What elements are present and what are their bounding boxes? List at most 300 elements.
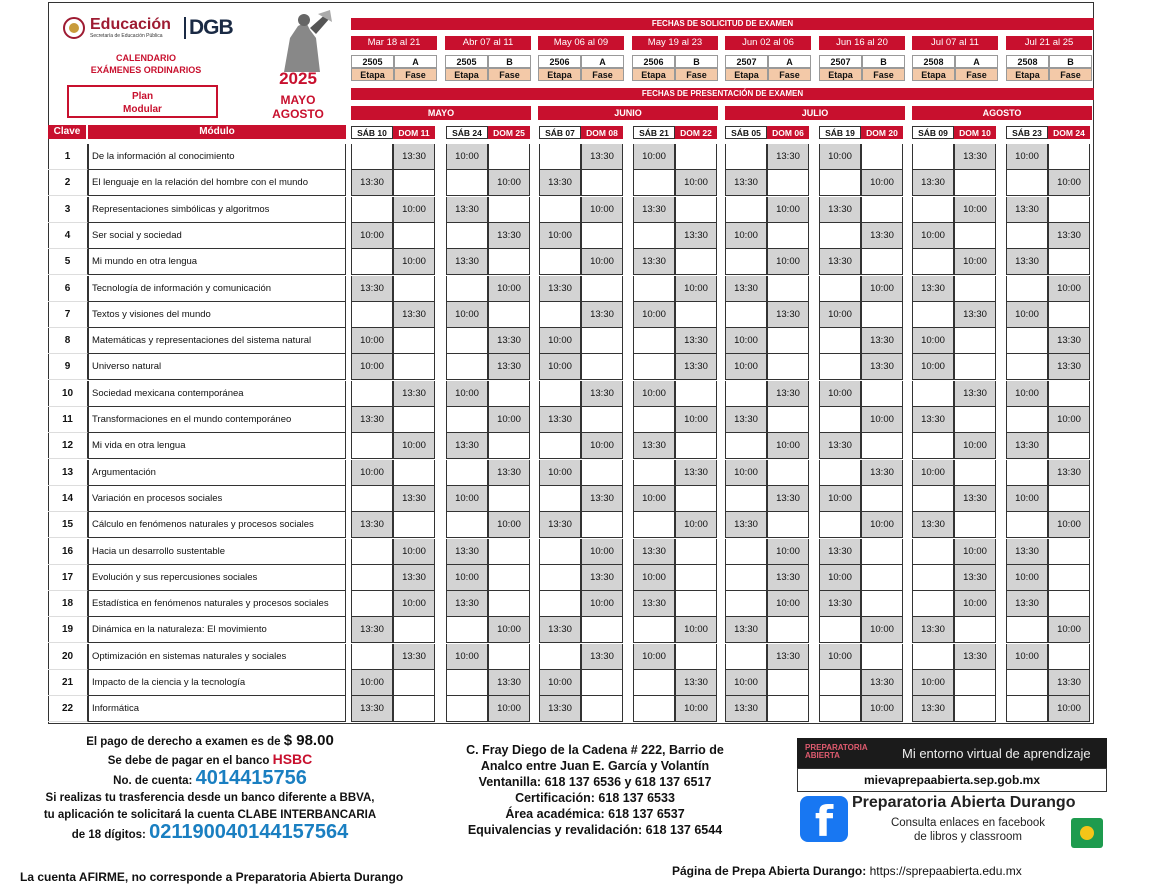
time-cell (912, 249, 954, 275)
modulo-cell: Ser social y sociedad (88, 223, 346, 249)
time-cell: 13:30 (954, 302, 996, 328)
table-row (48, 249, 1094, 275)
modulo-cell: Mi vida en otra lengua (88, 433, 346, 459)
time-cell (1048, 539, 1090, 565)
time-cell: 10:00 (954, 197, 996, 223)
time-cell: 13:30 (725, 276, 767, 302)
clave-cell: 6 (48, 276, 88, 302)
fase-value: B (675, 55, 718, 68)
prepa-brand (805, 744, 868, 760)
etapa-value: 2506 (632, 55, 675, 68)
time-cell: 13:30 (633, 591, 675, 617)
time-cell (675, 539, 717, 565)
time-cell (725, 433, 767, 459)
modulo-cell: Informática (88, 696, 346, 722)
time-cell: 10:00 (446, 302, 488, 328)
phone-ventanilla: Ventanilla: 618 137 6536 y 618 137 6517 (478, 775, 712, 789)
day-header: SÁB 24 (446, 126, 488, 139)
time-cell (633, 354, 675, 380)
day-header: SÁB 19 (819, 126, 861, 139)
time-cell (767, 223, 809, 249)
time-cell (581, 696, 623, 722)
time-cell (861, 302, 903, 328)
time-cell (819, 328, 861, 354)
etapa-value: 2508 (1006, 55, 1049, 68)
time-cell (912, 381, 954, 407)
time-cell: 13:30 (539, 696, 581, 722)
time-cell: 13:30 (581, 565, 623, 591)
time-cell (488, 433, 530, 459)
time-cell: 13:30 (912, 407, 954, 433)
time-cell (767, 460, 809, 486)
time-cell (539, 302, 581, 328)
time-cell: 13:30 (633, 249, 675, 275)
time-cell (819, 407, 861, 433)
etapa-label: Etapa (538, 68, 581, 81)
time-cell (767, 328, 809, 354)
time-cell: 10:00 (725, 670, 767, 696)
time-cell: 10:00 (488, 407, 530, 433)
time-cell (446, 460, 488, 486)
time-cell: 10:00 (633, 565, 675, 591)
modulo-cell: Dinámica en la naturaleza: El movimiento (88, 617, 346, 643)
time-cell (539, 144, 581, 170)
day-header: DOM 10 (954, 126, 996, 139)
time-cell: 10:00 (446, 144, 488, 170)
time-cell (446, 407, 488, 433)
table-row (48, 512, 1094, 538)
brand-line-1: PREPARATORIA (805, 743, 868, 752)
etapa-label: Etapa (912, 68, 955, 81)
modulo-cell: Transformaciones en el mundo contemporáneo (88, 407, 346, 433)
modulo-cell: Cálculo en fenómenos naturales y procesos sociales (88, 512, 346, 538)
time-cell (351, 249, 393, 275)
month-header: AGOSTO (912, 106, 1092, 120)
brand-line-2: ABIERTA (805, 751, 840, 760)
etapa-value: 2507 (725, 55, 768, 68)
table-row (48, 407, 1094, 433)
time-cell: 13:30 (725, 407, 767, 433)
month-range-start: MAYO (280, 93, 316, 107)
fase-value: A (955, 55, 998, 68)
time-cell (1006, 354, 1048, 380)
time-cell (446, 223, 488, 249)
time-cell (912, 433, 954, 459)
time-cell (393, 354, 435, 380)
time-cell (351, 644, 393, 670)
time-cell: 10:00 (954, 433, 996, 459)
time-cell (861, 144, 903, 170)
time-cell (767, 276, 809, 302)
time-cell (488, 486, 530, 512)
time-cell: 10:00 (954, 591, 996, 617)
time-cell (446, 354, 488, 380)
clave-cell: 3 (48, 197, 88, 223)
time-cell: 13:30 (767, 302, 809, 328)
fase-value: B (1049, 55, 1092, 68)
time-cell: 13:30 (767, 486, 809, 512)
time-cell: 13:30 (488, 354, 530, 380)
time-cell: 13:30 (1048, 670, 1090, 696)
time-cell: 10:00 (581, 591, 623, 617)
calendar-title-line: CALENDARIO (116, 53, 176, 63)
time-cell: 13:30 (351, 512, 393, 538)
time-cell: 13:30 (861, 354, 903, 380)
time-cell (633, 407, 675, 433)
time-cell: 13:30 (393, 644, 435, 670)
fase-label: Fase (675, 68, 718, 81)
etapa-label: Etapa (725, 68, 768, 81)
request-date-range: Jun 16 al 20 (819, 36, 905, 50)
time-cell (819, 512, 861, 538)
time-cell (819, 170, 861, 196)
clave-cell: 19 (48, 617, 88, 643)
time-cell: 13:30 (1006, 591, 1048, 617)
time-cell: 13:30 (393, 144, 435, 170)
time-cell: 13:30 (861, 328, 903, 354)
time-cell: 10:00 (393, 433, 435, 459)
time-cell (1048, 644, 1090, 670)
etapa-value: 2505 (445, 55, 488, 68)
time-cell (725, 486, 767, 512)
website-url[interactable]: https://sprepaabierta.edu.mx (869, 864, 1022, 878)
time-cell: 10:00 (725, 354, 767, 380)
etapa-fase-block (632, 55, 718, 81)
time-cell: 13:30 (767, 381, 809, 407)
time-cell (861, 249, 903, 275)
table-row (48, 617, 1094, 643)
month-header: MAYO (351, 106, 531, 120)
time-cell: 10:00 (581, 433, 623, 459)
time-cell (446, 170, 488, 196)
time-cell: 10:00 (539, 354, 581, 380)
time-cell: 13:30 (767, 144, 809, 170)
fase-value: B (488, 55, 531, 68)
time-cell (675, 644, 717, 670)
time-cell: 13:30 (1048, 460, 1090, 486)
clave-cell: 22 (48, 696, 88, 722)
time-cell (675, 249, 717, 275)
day-header: SÁB 05 (725, 126, 767, 139)
request-dates-bar: FECHAS DE SOLICITUD DE EXAMEN (351, 18, 1094, 30)
time-cell (1048, 433, 1090, 459)
time-cell (633, 328, 675, 354)
facebook-subtitle (868, 816, 1068, 844)
education-label: Educación (90, 16, 171, 33)
time-cell (539, 565, 581, 591)
time-cell (1006, 276, 1048, 302)
modulo-cell: Universo natural (88, 354, 346, 380)
time-cell: 10:00 (633, 486, 675, 512)
time-cell: 13:30 (725, 696, 767, 722)
time-cell (767, 354, 809, 380)
time-cell: 10:00 (912, 328, 954, 354)
time-cell: 10:00 (1048, 276, 1090, 302)
time-cell: 10:00 (581, 197, 623, 223)
time-cell (861, 381, 903, 407)
time-cell: 10:00 (725, 460, 767, 486)
plan-label: Plan (131, 91, 154, 102)
time-cell: 13:30 (351, 407, 393, 433)
time-cell (954, 223, 996, 249)
etapa-value: 2508 (912, 55, 955, 68)
time-cell (767, 696, 809, 722)
time-cell: 13:30 (675, 460, 717, 486)
time-cell (1006, 328, 1048, 354)
time-cell (393, 512, 435, 538)
time-cell: 10:00 (581, 539, 623, 565)
modulo-cell: Optimización en sistemas naturales y sociales (88, 644, 346, 670)
time-cell (861, 539, 903, 565)
time-cell: 10:00 (351, 460, 393, 486)
time-cell: 13:30 (1006, 249, 1048, 275)
time-cell (488, 539, 530, 565)
fase-value: B (862, 55, 905, 68)
time-cell: 13:30 (488, 460, 530, 486)
etapa-label: Etapa (445, 68, 488, 81)
time-cell (446, 328, 488, 354)
time-cell: 13:30 (1048, 328, 1090, 354)
clave-cell: 4 (48, 223, 88, 249)
payment-price: $ 98.00 (283, 732, 334, 749)
table-row (48, 486, 1094, 512)
plan-type: Modular (123, 104, 162, 115)
time-cell (351, 591, 393, 617)
modulo-cell: Argumentación (88, 460, 346, 486)
time-cell (954, 617, 996, 643)
day-header: SÁB 23 (1006, 126, 1048, 139)
time-cell (1048, 302, 1090, 328)
time-cell (954, 407, 996, 433)
time-cell (633, 512, 675, 538)
time-cell (581, 223, 623, 249)
time-cell: 13:30 (954, 565, 996, 591)
time-cell: 10:00 (1006, 302, 1048, 328)
modulo-cell: Representaciones simbólicas y algoritmos (88, 197, 346, 223)
time-cell (861, 565, 903, 591)
transfer-note-2: tu aplicación te solicitará la cuenta CLABE INTERBANCARIA (43, 809, 377, 821)
etapa-value: 2507 (819, 55, 862, 68)
time-cell: 13:30 (912, 170, 954, 196)
etapa-label: Etapa (819, 68, 862, 81)
time-cell (1006, 460, 1048, 486)
time-cell: 10:00 (861, 617, 903, 643)
time-cell (488, 197, 530, 223)
time-cell (446, 512, 488, 538)
time-cell (1006, 670, 1048, 696)
time-cell (393, 223, 435, 249)
time-cell: 13:30 (1006, 433, 1048, 459)
time-cell (725, 591, 767, 617)
virtual-url-link[interactable]: mievaprepaabierta.sep.gob.mx (797, 768, 1107, 792)
calendar-subtitle-line: EXÁMENES ORDINARIOS (90, 65, 202, 75)
time-cell (539, 197, 581, 223)
time-cell (633, 223, 675, 249)
time-cell (488, 249, 530, 275)
time-cell: 13:30 (954, 144, 996, 170)
dgb-logo: DGB (184, 17, 233, 39)
time-cell: 13:30 (1006, 197, 1048, 223)
time-cell: 13:30 (954, 381, 996, 407)
month-header: JULIO (725, 106, 905, 120)
address-line-2: Analco entre Juan E. García y Volantín (480, 759, 710, 773)
time-cell: 13:30 (488, 670, 530, 696)
time-cell: 13:30 (351, 617, 393, 643)
time-cell (912, 539, 954, 565)
table-row (48, 381, 1094, 407)
time-cell (1048, 565, 1090, 591)
website-label: Página de Prepa Abierta Durango: (672, 864, 867, 878)
time-cell: 13:30 (675, 328, 717, 354)
time-cell (912, 302, 954, 328)
time-cell: 10:00 (767, 539, 809, 565)
banner-slogan: Mi entorno virtual de aprendizaje (902, 746, 1091, 761)
phone-academica: Área académica: 618 137 6537 (505, 807, 685, 821)
website-line (672, 864, 1022, 878)
day-header: SÁB 07 (539, 126, 581, 139)
clave-cell: 7 (48, 302, 88, 328)
modulo-cell: Variación en procesos sociales (88, 486, 346, 512)
time-cell: 10:00 (539, 670, 581, 696)
fase-value: A (394, 55, 437, 68)
facebook-title[interactable]: Preparatoria Abierta Durango (852, 794, 1076, 811)
time-cell: 10:00 (488, 276, 530, 302)
time-cell (954, 170, 996, 196)
payment-info (20, 732, 400, 844)
time-cell: 13:30 (819, 591, 861, 617)
time-cell (819, 276, 861, 302)
time-cell: 10:00 (539, 223, 581, 249)
time-cell: 13:30 (393, 565, 435, 591)
time-cell: 10:00 (351, 670, 393, 696)
time-cell: 13:30 (1048, 223, 1090, 249)
payment-price-line (20, 732, 400, 751)
time-cell: 13:30 (539, 276, 581, 302)
fase-label: Fase (1049, 68, 1092, 81)
time-cell (633, 617, 675, 643)
time-cell: 10:00 (675, 276, 717, 302)
clave-cell: 12 (48, 433, 88, 459)
time-cell (351, 539, 393, 565)
etapa-fase-block (1006, 55, 1092, 81)
clave-cell: 14 (48, 486, 88, 512)
time-cell (393, 617, 435, 643)
time-cell: 10:00 (539, 460, 581, 486)
classroom-icon[interactable] (1071, 818, 1103, 848)
table-row (48, 696, 1094, 722)
bank-text: Se debe de pagar en el banco (107, 755, 270, 767)
time-cell (488, 644, 530, 670)
time-cell: 13:30 (581, 302, 623, 328)
etapa-fase-block (351, 55, 437, 81)
etapa-fase-block (538, 55, 624, 81)
clave-cell: 18 (48, 591, 88, 617)
time-cell: 10:00 (675, 407, 717, 433)
time-cell (633, 170, 675, 196)
time-cell (861, 486, 903, 512)
time-cell: 13:30 (351, 170, 393, 196)
time-cell: 13:30 (581, 144, 623, 170)
time-cell: 10:00 (581, 249, 623, 275)
time-cell (912, 144, 954, 170)
time-cell (725, 249, 767, 275)
presentation-dates-bar: FECHAS DE PRESENTACIÓN DE EXAMEN (351, 88, 1094, 100)
time-cell: 10:00 (861, 512, 903, 538)
modulo-header: Módulo (88, 125, 346, 139)
fase-label: Fase (394, 68, 437, 81)
clabe-line (20, 821, 400, 844)
time-cell (539, 249, 581, 275)
time-cell (446, 617, 488, 643)
modulo-cell: El lenguaje en la relación del hombre con el mundo (88, 170, 346, 196)
fase-label: Fase (862, 68, 905, 81)
time-cell (819, 670, 861, 696)
time-cell: 13:30 (393, 302, 435, 328)
time-cell (1048, 486, 1090, 512)
time-cell: 10:00 (446, 486, 488, 512)
time-cell: 10:00 (675, 696, 717, 722)
time-cell (912, 486, 954, 512)
request-date-range: May 06 al 09 (538, 36, 624, 50)
time-cell: 13:30 (393, 381, 435, 407)
clave-cell: 11 (48, 407, 88, 433)
time-cell (954, 328, 996, 354)
plan-box (67, 85, 218, 118)
time-cell: 13:30 (675, 354, 717, 380)
time-cell (675, 381, 717, 407)
time-cell (488, 381, 530, 407)
facebook-icon[interactable]: f (800, 796, 848, 842)
address-line-1: C. Fray Diego de la Cadena # 222, Barrio de (466, 743, 724, 757)
clave-cell: 8 (48, 328, 88, 354)
time-cell: 13:30 (581, 486, 623, 512)
time-cell: 10:00 (446, 381, 488, 407)
day-header: DOM 08 (581, 126, 623, 139)
time-cell (675, 144, 717, 170)
time-cell (861, 591, 903, 617)
time-cell (581, 354, 623, 380)
time-cell (446, 276, 488, 302)
time-cell: 13:30 (912, 617, 954, 643)
clave-cell: 9 (48, 354, 88, 380)
time-cell: 10:00 (1006, 381, 1048, 407)
time-cell: 10:00 (725, 328, 767, 354)
time-cell: 10:00 (912, 460, 954, 486)
time-cell (767, 617, 809, 643)
time-cell: 10:00 (767, 433, 809, 459)
time-cell (488, 144, 530, 170)
table-row (48, 539, 1094, 565)
time-cell (819, 696, 861, 722)
time-cell (767, 670, 809, 696)
clave-header: Clave (48, 125, 86, 139)
fase-label: Fase (768, 68, 811, 81)
time-cell: 13:30 (446, 433, 488, 459)
time-cell (819, 223, 861, 249)
time-cell: 13:30 (1048, 354, 1090, 380)
day-header: DOM 22 (675, 126, 717, 139)
month-range (260, 93, 336, 121)
account-label: No. de cuenta: (113, 775, 193, 787)
time-cell (539, 433, 581, 459)
virtual-environment-banner[interactable] (797, 738, 1107, 768)
time-cell (675, 302, 717, 328)
clave-cell: 15 (48, 512, 88, 538)
time-cell: 10:00 (767, 197, 809, 223)
time-cell: 13:30 (725, 170, 767, 196)
table-row (48, 565, 1094, 591)
time-cell (819, 460, 861, 486)
